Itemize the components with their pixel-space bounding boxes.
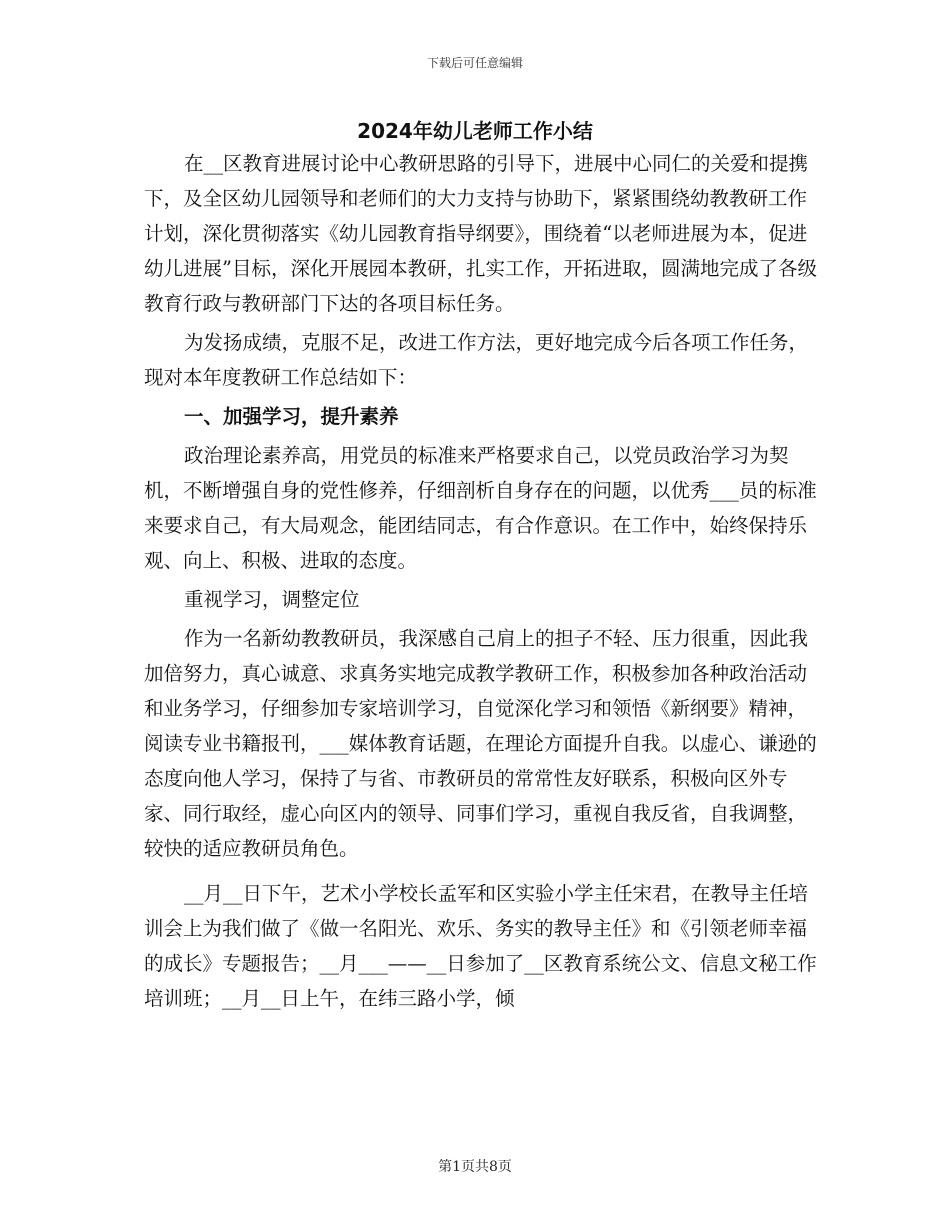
paragraph-intro: 在__区教育进展讨论中心教研思路的引导下，进展中心同仁的关爱和提携下，及全区幼儿园领导和老师们的大力支持与协助下，紧紧围绕幼教教研工作计划，深化贯彻落实《幼儿园教育指导纲要》，围绕着“以老师进展为本，促进幼儿进展”目标，深化开展园本教研，扎实工作，开拓进取，圆满地完成了各级教育行政与教研部门下达的各项目标任务。 (144, 152, 817, 315)
page-number: 第1页共8页 (438, 1159, 512, 1175)
subheading-study: 重视学习，调整定位 (184, 588, 360, 611)
paragraph-training: __月__日下午，艺术小学校长孟军和区实验小学主任宋君，在教导主任培训会上为我们做了《做一名阳光、欢乐、务实的教导主任》和《引领老师幸福的成长》专题报告；__月___——__日参加了__区教育系统公文、信息文秘工作培训班；__月__日上午，在纬三路小学，倾 (144, 882, 817, 1010)
paragraph-political: 政治理论素养高，用党员的标准来严格要求自己，以党员政治学习为契机，不断增强自身的党性修养，仔细剖析自身存在的问题，以优秀___员的标准来要求自己，有大局观念，能团结同志，有合作意识。在工作中，始终保持乐观、向上、积极、进取的态度。 (144, 444, 817, 572)
document-body (144, 146, 824, 1016)
paragraph-summary-lead: 为发扬成绩，克服不足，改进工作方法，更好地完成今后各项工作任务，现对本年度教研工作总结如下： (144, 331, 809, 389)
header-note: 下载后可任意编辑 (426, 56, 523, 70)
section-heading: 一、加强学习，提升素养 (184, 405, 399, 428)
document-title: 2024年幼儿老师工作小结 (357, 119, 593, 143)
paragraph-study: 作为一名新幼教教研员，我深感自己肩上的担子不轻、压力很重，因此我加倍努力，真心诚意、求真务实地完成教学教研工作，积极参加各种政治活动和业务学习，仔细参加专家培训学习，自觉深化学习和领悟《新纲要》精神，阅读专业书籍报刊，___媒体教育话题，在理论方面提升自我。以虚心、谦逊的态度向他人学习，保持了与省、市教研员的常常性友好联系，积极向区外专家、同行取经，虚心向区内的领导、同事们学习，重视自我反省，自我调整，较快的适应教研员角色。 (144, 627, 817, 860)
